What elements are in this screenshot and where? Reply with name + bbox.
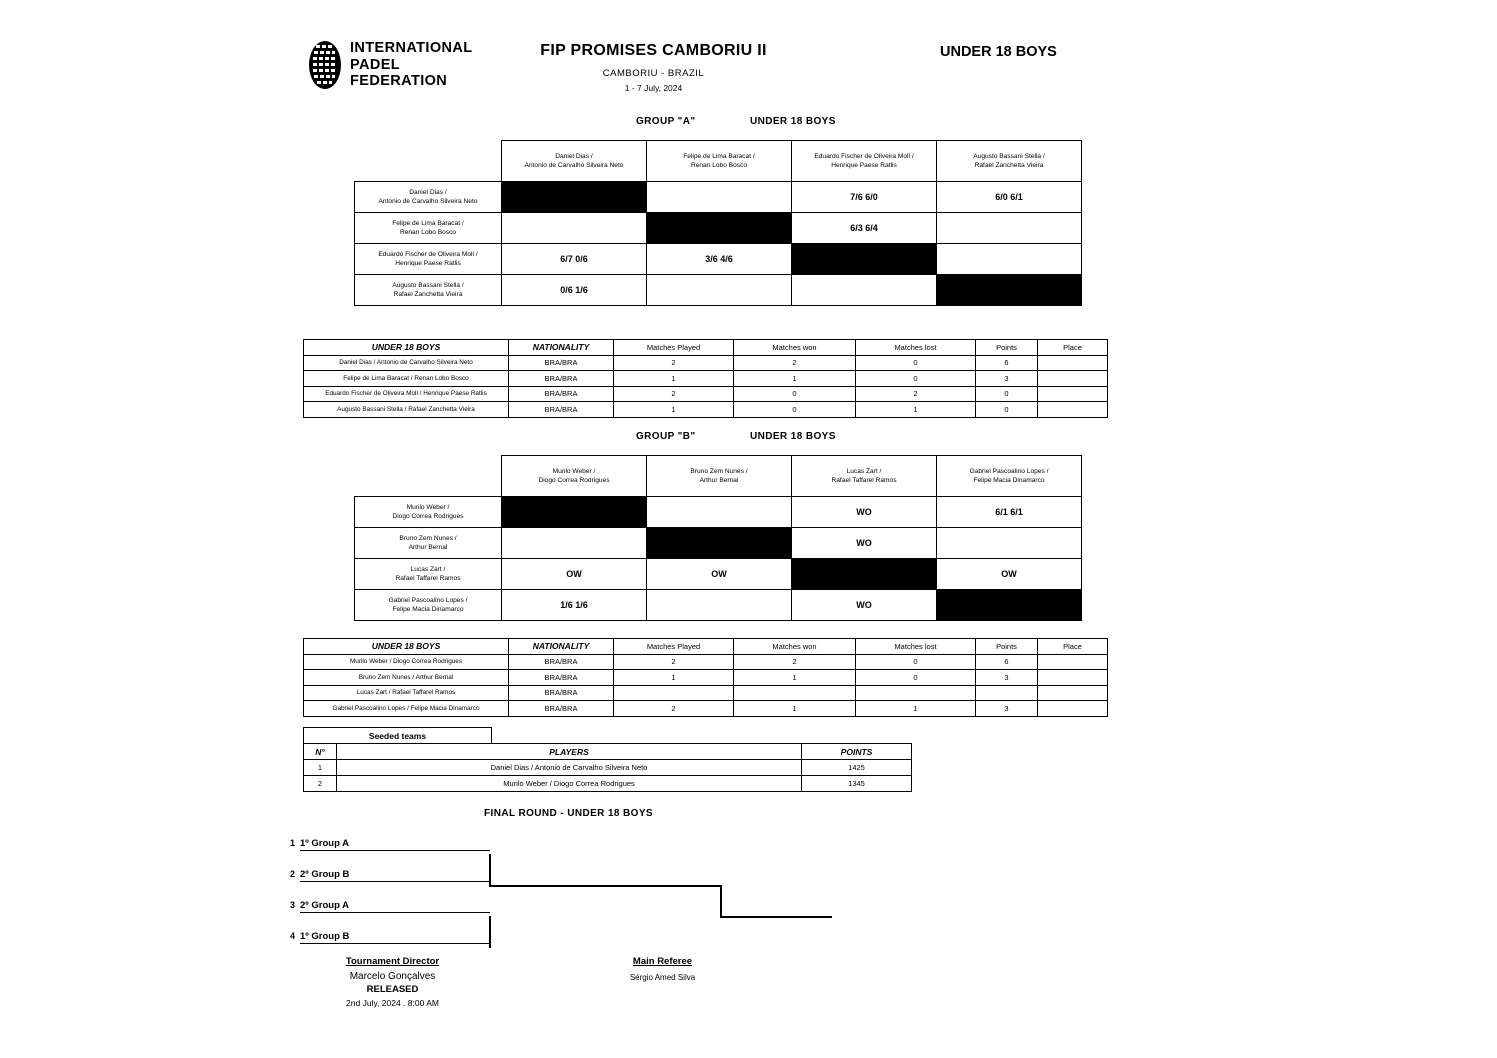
cell-diagonal [937, 590, 1082, 621]
row-header-team-1: Murilo Weber / Diogo Correa Rodrigues [355, 497, 502, 528]
main-referee-block [585, 956, 740, 982]
standings-nationality: BRA/BRA [509, 701, 614, 717]
seeded-players: Daniel Dias / Antonio de Carvalho Silveira Neto [337, 760, 802, 776]
cell-a-3-1: 6/7 0/6 [502, 244, 647, 275]
table-row [304, 386, 1108, 402]
cell-a-1-3: 7/6 6/0 [792, 182, 937, 213]
bracket-seed-number-4: 4 [290, 931, 296, 941]
table-row [304, 685, 1108, 701]
tournament-dates: 1 - 7 July, 2024 [624, 83, 683, 93]
column-header-team-2: Bruno Zem Nunes / Arthur Bernal [647, 456, 792, 497]
cell-b-1-3: WO [792, 497, 937, 528]
cell-a-3-4 [937, 244, 1082, 275]
standings-nationality: BRA/BRA [509, 670, 614, 686]
cell-b-1-4: 6/1 6/1 [937, 497, 1082, 528]
standings-lost: 0 [856, 654, 976, 670]
standings-header-won: Matches won [734, 639, 856, 655]
cell-b-4-2 [647, 590, 792, 621]
standings-header-won: Matches won [734, 340, 856, 356]
standings-won: 0 [734, 402, 856, 418]
standings-lost [856, 685, 976, 701]
standings-nationality: BRA/BRA [509, 386, 614, 402]
table-row [304, 670, 1108, 686]
standings-points: 3 [976, 371, 1038, 387]
standings-header-lost: Matches lost [856, 340, 976, 356]
row-header-team-4: Gabriel Pascoalino Lopes / Felipe Macia Dinamarco [355, 590, 502, 621]
column-header-team-3: Eduardo Fischer de Oliveira Moll / Henrique Paese Ratlis [792, 141, 937, 182]
column-header-team-4: Gabriel Pascoalino Lopes / Felipe Macia Dinamarco [937, 456, 1082, 497]
standings-place [1038, 685, 1108, 701]
cell-b-2-4 [937, 528, 1082, 559]
row-header-team-3: Lucas Zart / Rafael Taffarel Ramos [355, 559, 502, 590]
cell-b-4-3: WO [792, 590, 937, 621]
column-header-team-3: Lucas Zart / Rafael Taffarel Ramos [792, 456, 937, 497]
main-referee-name: Sérgio Amed Silva [629, 973, 696, 982]
standings-won [734, 685, 856, 701]
row-header-team-3: Eduardo Fischer de Oliveira Moll / Henrique Paese Ratlis [355, 244, 502, 275]
tournament-director-title: Tournament Director [345, 956, 440, 967]
main-referee-title: Main Referee [632, 956, 693, 967]
cell-b-1-2 [647, 497, 792, 528]
standings-header-row [304, 639, 1108, 655]
group-b-cross-table [354, 455, 1082, 621]
standings-table-group-b [303, 638, 1108, 717]
table-row [304, 776, 912, 792]
standings-header-place: Place [1038, 639, 1108, 655]
standings-lost: 1 [856, 402, 976, 418]
seeded-points: 1345 [802, 776, 912, 792]
seeded-header-points: POINTS [802, 744, 912, 760]
category-title: UNDER 18 BOYS [940, 44, 1057, 60]
corner-cell [355, 141, 502, 182]
standings-played: 2 [614, 654, 734, 670]
standings-table-group-a [303, 339, 1108, 418]
cell-diagonal [792, 559, 937, 590]
column-header-team-1: Murilo Weber / Diogo Correa Rodrigues [502, 456, 647, 497]
standings-team: Lucas Zart / Rafael Taffarel Ramos [304, 685, 509, 701]
released-status: RELEASED [366, 984, 419, 995]
seeded-caption-row [304, 728, 912, 744]
standings-header-played: Matches Played [614, 639, 734, 655]
bracket-slot-4: 1º Group B [300, 931, 490, 944]
cell-b-3-1: OW [502, 559, 647, 590]
standings-nationality: BRA/BRA [509, 685, 614, 701]
spacer [492, 728, 802, 744]
tournament-director-name: Marcelo Gonçalves [349, 971, 436, 982]
table-row [304, 701, 1108, 717]
cell-a-2-3: 6/3 6/4 [792, 213, 937, 244]
standings-team: Daniel Dias / Antonio de Carvalho Silveira Neto [304, 355, 509, 371]
standings-won: 2 [734, 355, 856, 371]
standings-won: 1 [734, 670, 856, 686]
table-row [355, 590, 1082, 621]
group-a-cross-table [354, 140, 1082, 306]
seeded-caption: Seeded teams [304, 728, 492, 744]
standings-nationality: BRA/BRA [509, 371, 614, 387]
standings-nationality: BRA/BRA [509, 654, 614, 670]
cell-diagonal [647, 213, 792, 244]
cell-diagonal [937, 275, 1082, 306]
standings-played: 2 [614, 355, 734, 371]
standings-team: Eduardo Fischer de Oliveira Moll / Henrique Paese Ratlis [304, 386, 509, 402]
cell-b-4-1: 1/6 1/6 [502, 590, 647, 621]
standings-header-points: Points [976, 639, 1038, 655]
bracket-connector [489, 885, 721, 887]
table-row [304, 355, 1108, 371]
cell-diagonal [502, 182, 647, 213]
standings-team: Bruno Zem Nunes / Arthur Bernal [304, 670, 509, 686]
table-row [304, 402, 1108, 418]
column-header-team-1: Daniel Dias / Antonio de Carvalho Silveira Neto [502, 141, 647, 182]
standings-lost: 0 [856, 670, 976, 686]
seeded-number: 2 [304, 776, 337, 792]
cell-b-3-2: OW [647, 559, 792, 590]
standings-header-row [304, 340, 1108, 356]
standings-lost: 0 [856, 371, 976, 387]
standings-won: 1 [734, 371, 856, 387]
standings-nationality: BRA/BRA [509, 402, 614, 418]
standings-header-played: Matches Played [614, 340, 734, 356]
table-row [355, 275, 1082, 306]
standings-place [1038, 701, 1108, 717]
standings-header-nationality: NATIONALITY [509, 639, 614, 655]
table-row [355, 182, 1082, 213]
standings-header-points: Points [976, 340, 1038, 356]
logo-line-1: INTERNATIONAL [350, 40, 473, 57]
standings-place [1038, 670, 1108, 686]
group-b-category: UNDER 18 BOYS [750, 431, 836, 442]
bracket-slot-1: 1º Group A [300, 838, 490, 851]
standings-nationality: BRA/BRA [509, 355, 614, 371]
table-row [304, 654, 1108, 670]
standings-points: 3 [976, 701, 1038, 717]
standings-team: Augusto Bassani Stella / Rafael Zanchetta Vieira [304, 402, 509, 418]
seeded-header-number: N° [304, 744, 337, 760]
table-row [355, 497, 1082, 528]
cell-a-1-4: 6/0 6/1 [937, 182, 1082, 213]
standings-place [1038, 402, 1108, 418]
seeded-number: 1 [304, 760, 337, 776]
spacer [802, 728, 912, 744]
standings-place [1038, 355, 1108, 371]
tournament-title: FIP PROMISES CAMBORIU II [540, 42, 767, 59]
bracket-connector [720, 916, 832, 918]
standings-played: 2 [614, 386, 734, 402]
standings-header-nationality: NATIONALITY [509, 340, 614, 356]
column-header-team-2: Felipe de Lima Baracat / Renan Lobo Bosco [647, 141, 792, 182]
standings-points [976, 685, 1038, 701]
seeded-header-row [304, 744, 912, 760]
standings-played [614, 685, 734, 701]
row-header-team-4: Augusto Bassani Stella / Rafael Zanchetta Vieira [355, 275, 502, 306]
table-header-row [355, 456, 1082, 497]
bracket-seed-number-2: 2 [290, 869, 296, 879]
table-header-row [355, 141, 1082, 182]
bracket-slot-2: 2º Group B [300, 869, 490, 882]
cell-a-4-1: 0/6 1/6 [502, 275, 647, 306]
standings-points: 6 [976, 355, 1038, 371]
bracket-connector [489, 854, 491, 886]
bracket-slot-3: 2º Group A [300, 900, 490, 913]
column-header-team-4: Augusto Bassani Stella / Rafael Zanchetta Vieira [937, 141, 1082, 182]
cell-diagonal [792, 244, 937, 275]
standings-won: 1 [734, 701, 856, 717]
standings-points: 0 [976, 402, 1038, 418]
standings-lost: 2 [856, 386, 976, 402]
standings-points: 6 [976, 654, 1038, 670]
logo-line-3: FEDERATION [350, 73, 448, 90]
bracket-connector [489, 916, 491, 948]
tournament-director-block [300, 956, 485, 1008]
standings-team: Felipe de Lima Baracat / Renan Lobo Bosco [304, 371, 509, 387]
standings-played: 2 [614, 701, 734, 717]
cell-b-2-3: WO [792, 528, 937, 559]
seeded-points: 1425 [802, 760, 912, 776]
group-a-label: GROUP "A" [636, 116, 696, 127]
tournament-location: CAMBORIU - BRAZIL [602, 68, 705, 79]
standings-header-category: UNDER 18 BOYS [304, 340, 509, 356]
standings-lost: 0 [856, 355, 976, 371]
cell-b-2-1 [502, 528, 647, 559]
standings-team: Gabriel Pascoalino Lopes / Felipe Macia Dinamarco [304, 701, 509, 717]
table-row [355, 528, 1082, 559]
standings-lost: 1 [856, 701, 976, 717]
final-round-title: FINAL ROUND - UNDER 18 BOYS [484, 808, 653, 819]
corner-cell [355, 456, 502, 497]
standings-place [1038, 386, 1108, 402]
released-timestamp: 2nd July, 2024 . 8:00 AM [346, 998, 439, 1008]
standings-header-category: UNDER 18 BOYS [304, 639, 509, 655]
standings-team: Murilo Weber / Diogo Correa Rodrigues [304, 654, 509, 670]
cell-a-1-2 [647, 182, 792, 213]
table-row [355, 559, 1082, 590]
cell-a-2-4 [937, 213, 1082, 244]
cell-a-2-1 [502, 213, 647, 244]
row-header-team-2: Bruno Zem Nunes / Arthur Bernal [355, 528, 502, 559]
cell-a-3-2: 3/6 4/6 [647, 244, 792, 275]
bracket-seed-number-3: 3 [290, 900, 296, 910]
cell-a-4-3 [792, 275, 937, 306]
row-header-team-2: Felipe de Lima Baracat / Renan Lobo Bosco [355, 213, 502, 244]
standings-played: 1 [614, 371, 734, 387]
cell-diagonal [502, 497, 647, 528]
table-row [304, 371, 1108, 387]
row-header-team-1: Daniel Dias / Antonio de Carvalho Silveira Neto [355, 182, 502, 213]
standings-won: 2 [734, 654, 856, 670]
cell-diagonal [647, 528, 792, 559]
standings-header-place: Place [1038, 340, 1108, 356]
group-b-label: GROUP "B" [636, 431, 696, 442]
seeded-header-players: PLAYERS [337, 744, 802, 760]
standings-points: 3 [976, 670, 1038, 686]
table-row [355, 213, 1082, 244]
bracket-seed-number-1: 1 [290, 838, 296, 848]
standings-points: 0 [976, 386, 1038, 402]
group-a-category: UNDER 18 BOYS [750, 116, 836, 127]
bracket-connector [720, 885, 722, 917]
cell-b-3-4: OW [937, 559, 1082, 590]
table-row [304, 760, 912, 776]
standings-played: 1 [614, 402, 734, 418]
seeded-players: Murilo Weber / Diogo Correa Rodrigues [337, 776, 802, 792]
standings-won: 0 [734, 386, 856, 402]
standings-place [1038, 371, 1108, 387]
logo-line-2: PADEL [350, 56, 401, 73]
table-row [355, 244, 1082, 275]
seeded-teams-table [303, 727, 912, 792]
cell-a-4-2 [647, 275, 792, 306]
standings-header-lost: Matches lost [856, 639, 976, 655]
standings-played: 1 [614, 670, 734, 686]
standings-place [1038, 654, 1108, 670]
